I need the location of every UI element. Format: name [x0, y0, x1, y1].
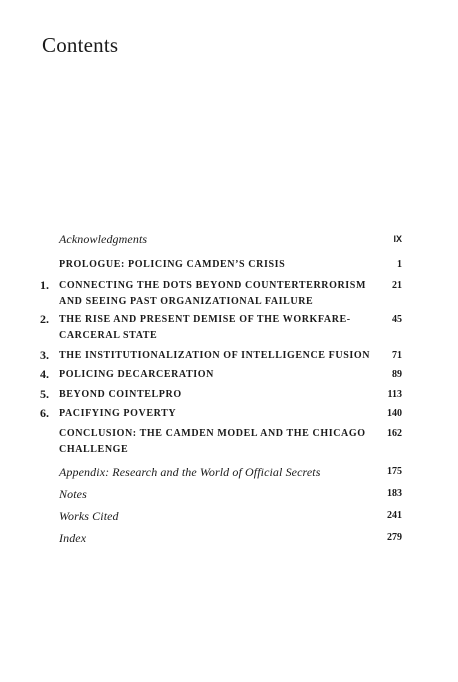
toc-entry-number: 4.: [40, 367, 49, 381]
toc-entry-number: 5.: [40, 387, 49, 401]
toc-entry-page: 45: [392, 314, 402, 325]
toc-entry-title: THE RISE AND PRESENT DEMISE OF THE WORKFARE-CARCERAL STATE: [59, 314, 351, 341]
toc-entry-number: 3.: [40, 348, 49, 362]
toc-entry-page: 89: [392, 369, 402, 380]
toc-entry-page: 1: [397, 259, 402, 270]
toc-entry-page: IX: [393, 234, 402, 244]
toc-entry-title: PROLOGUE: POLICING CAMDEN’S CRISIS: [59, 259, 286, 270]
toc-entry-title: Acknowledgments: [59, 232, 148, 246]
toc-entry-title: POLICING DECARCERATION: [59, 369, 214, 380]
toc-entry-title: THE INSTITUTIONALIZATION OF INTELLIGENCE FUSION: [59, 350, 371, 361]
toc-entry-title: CONNECTING THE DOTS BEYOND COUNTERTERRORISM AND SEEING PAST ORGANIZATIONAL FAILURE: [59, 280, 366, 307]
toc-entry-page: 162: [387, 428, 402, 439]
toc-entry-page: 183: [387, 488, 402, 499]
toc-entry-page: 71: [392, 350, 402, 361]
toc-entry-title: CONCLUSION: THE CAMDEN MODEL AND THE CHICAGO CHALLENGE: [59, 428, 366, 455]
toc-entry-title: Works Cited: [59, 509, 119, 523]
toc-entry-number: 6.: [40, 406, 49, 420]
toc-entry-page: 241: [387, 510, 402, 521]
toc-entry-page: 21: [392, 280, 402, 291]
toc-entry-title: Appendix: Research and the World of Official Secrets: [59, 465, 321, 479]
toc-entry-number: 1.: [40, 278, 49, 292]
toc-entry-title: Index: [59, 531, 87, 545]
toc-entry-title: PACIFYING POVERTY: [59, 408, 177, 419]
toc-entry-page: 279: [387, 532, 402, 543]
page-title: Contents: [42, 33, 119, 57]
toc-entry-page: 113: [387, 389, 402, 400]
toc-entry-page: 140: [387, 408, 402, 419]
toc-entry-title: BEYOND COINTELPRO: [59, 389, 182, 400]
toc-entry-number: 2.: [40, 312, 49, 326]
toc-entry-page: 175: [387, 466, 402, 477]
toc-entry-title: Notes: [59, 487, 87, 501]
